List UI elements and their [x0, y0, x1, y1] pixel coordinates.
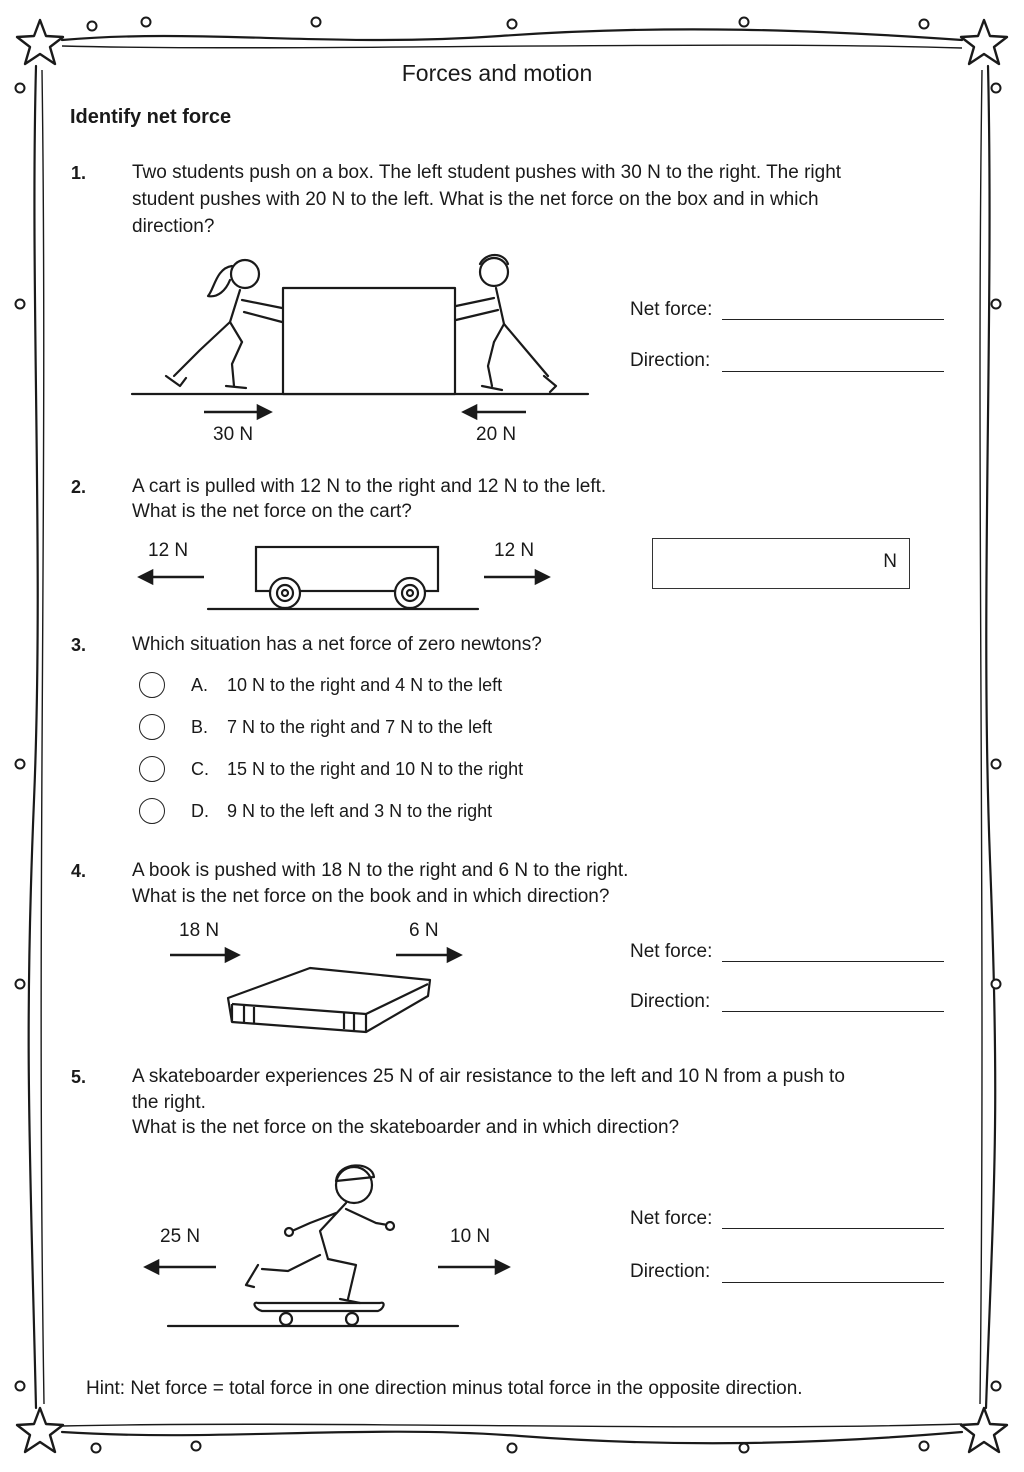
- question-text: What is the net force on the book and in which direction?: [132, 886, 610, 907]
- question-text: direction?: [132, 216, 215, 237]
- question-text: the right.: [132, 1092, 206, 1113]
- book-illustration: [160, 940, 480, 1040]
- question-text: A skateboarder experiences 25 N of air resistance to the left and 10 N from a push to: [132, 1066, 845, 1087]
- section-heading: Identify net force: [70, 106, 232, 128]
- direction-answer-line[interactable]: [722, 1281, 944, 1283]
- radio-circle[interactable]: [139, 672, 165, 698]
- unit-label: N: [883, 551, 897, 572]
- force-label: 20 N: [476, 424, 517, 445]
- net-force-answer-line[interactable]: [722, 318, 944, 320]
- radio-circle[interactable]: [139, 756, 165, 782]
- force-label: 6 N: [409, 920, 439, 941]
- choice-text: 7 N to the right and 7 N to the left: [227, 717, 493, 737]
- force-label: 18 N: [179, 920, 220, 941]
- force-label: 12 N: [494, 540, 535, 561]
- question-number: 5.: [71, 1067, 87, 1087]
- direction-label: Direction:: [630, 991, 711, 1012]
- question-text: student pushes with 20 N to the left. What is the net force on the box and in which: [132, 189, 819, 210]
- star-icon: [961, 1408, 1007, 1452]
- choice-text: 10 N to the right and 4 N to the left: [227, 675, 503, 695]
- students-pushing-box-illustration: [130, 250, 600, 410]
- net-force-label: Net force:: [630, 1208, 713, 1229]
- force-label: 10 N: [450, 1226, 491, 1247]
- net-force-answer-line[interactable]: [722, 1227, 944, 1229]
- star-icon: [961, 20, 1007, 64]
- hint-text: Hint: Net force = total force in one direction minus total force in the opposite direction.: [86, 1378, 803, 1399]
- net-force-answer-line[interactable]: [722, 960, 944, 962]
- radio-circle[interactable]: [139, 798, 165, 824]
- question-number: 4.: [71, 861, 87, 881]
- star-icon: [17, 1408, 63, 1452]
- star-icon: [17, 20, 63, 64]
- force-label: 12 N: [148, 540, 189, 561]
- net-force-label: Net force:: [630, 299, 713, 320]
- net-force-answer-box[interactable]: [652, 538, 910, 589]
- net-force-label: Net force:: [630, 941, 713, 962]
- question-text: Which situation has a net force of zero newtons?: [132, 634, 542, 655]
- choice-text: 15 N to the right and 10 N to the right: [227, 759, 524, 779]
- question-text: What is the net force on the skateboarder and in which direction?: [132, 1117, 680, 1138]
- direction-answer-line[interactable]: [722, 1010, 944, 1012]
- direction-answer-line[interactable]: [722, 370, 944, 372]
- radio-circle[interactable]: [139, 714, 165, 740]
- question-text: A book is pushed with 18 N to the right and 6 N to the right.: [132, 860, 629, 881]
- choice-letter: B.: [191, 717, 209, 737]
- question-text: A cart is pulled with 12 N to the right and 12 N to the left.: [132, 476, 607, 497]
- question-text: What is the net force on the cart?: [132, 501, 412, 522]
- force-label: 30 N: [213, 424, 254, 445]
- page-title: Forces and motion: [401, 60, 593, 86]
- choice-letter: A.: [191, 675, 209, 695]
- choice-letter: D.: [191, 801, 209, 821]
- direction-label: Direction:: [630, 1261, 711, 1282]
- question-number: 3.: [71, 635, 87, 655]
- question-number: 2.: [71, 477, 87, 497]
- question-text: Two students push on a box. The left student pushes with 30 N to the right. The right: [132, 162, 842, 183]
- choice-text: 9 N to the left and 3 N to the right: [227, 801, 493, 821]
- direction-label: Direction:: [630, 350, 711, 371]
- force-label: 25 N: [160, 1226, 201, 1247]
- choice-letter: C.: [191, 759, 209, 779]
- question-number: 1.: [71, 163, 87, 183]
